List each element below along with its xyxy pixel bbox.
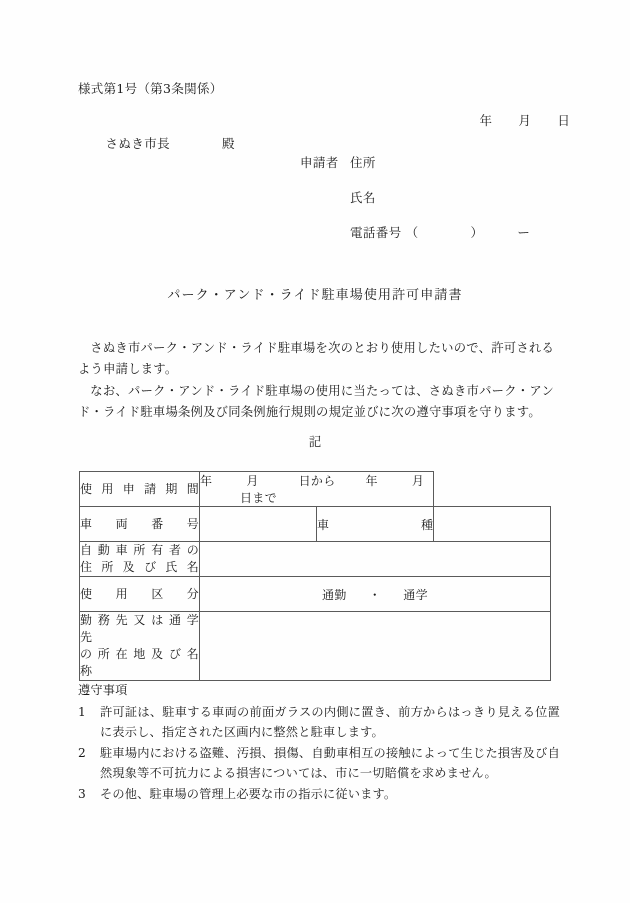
applicant-phone-row	[300, 223, 530, 258]
date-year-label: 年	[479, 113, 493, 128]
value-usage-type[interactable]	[200, 577, 551, 612]
phone-dash: ー	[517, 225, 531, 240]
period-year-to: 年	[365, 474, 378, 488]
compliance-section	[78, 680, 560, 805]
label-owner-line1: 自 動 車 所 有 者 の	[80, 543, 199, 557]
period-month-from: 月	[246, 474, 259, 488]
applicant-name-row	[300, 188, 530, 223]
page-title: パーク・アンド・ライド駐車場使用許可申請書	[167, 288, 463, 303]
body-paragraph-1: さぬき市パーク・アンド・ライド駐車場を次のとおり使用したいので、許可されるよう申請します。	[78, 341, 554, 376]
compliance-item-text: 許可証は、駐車する車両の前面ガラスの内側に置き、前方からはっきり見える位置に表示し、指定された区画内に整然と駐車します。	[100, 705, 560, 739]
compliance-item	[78, 784, 560, 804]
value-workplace-school[interactable]	[200, 612, 551, 681]
table-row-vehicle-number	[80, 507, 551, 542]
period-day-from: 日から	[298, 474, 336, 488]
table-row-period	[80, 472, 551, 507]
date-month-label: 月	[518, 113, 532, 128]
label-usage-period: 使 用 申 請 期 間	[80, 472, 200, 507]
compliance-item	[78, 702, 560, 742]
form-number: 様式第1号（第3条関係）	[78, 81, 223, 96]
phone-paren-close: ）	[470, 225, 484, 240]
addressee-honorific: 殿	[222, 136, 235, 151]
label-usage-type: 使 用 区 分	[80, 577, 200, 612]
label-vehicle-number: 車 両 番 号	[80, 507, 200, 542]
label-workplace-school	[80, 612, 200, 681]
label-vehicle-kind: 車 種	[317, 507, 434, 542]
compliance-item	[78, 743, 560, 783]
usage-option-commute-school[interactable]: 通学	[403, 587, 429, 602]
applicant-name-label: 氏名	[350, 190, 376, 205]
applicant-address-row	[300, 153, 530, 188]
applicant-address-label: 住所	[350, 155, 376, 170]
compliance-item-number: 3	[78, 787, 86, 801]
usage-option-separator: ・	[368, 587, 382, 602]
value-vehicle-number[interactable]	[200, 507, 317, 542]
compliance-item-number: 2	[78, 746, 86, 760]
usage-option-commute-work[interactable]: 通勤	[321, 587, 347, 602]
application-table	[79, 471, 551, 681]
phone-paren-open: （	[405, 225, 419, 240]
date-day-label: 日	[557, 113, 571, 128]
date-line	[462, 96, 570, 144]
label-workplace-line2: の 所 在 地 及 び 名 称	[80, 647, 199, 678]
label-owner-line2: 住 所 及 び 氏 名	[80, 560, 199, 574]
table-row-workplace	[80, 612, 551, 681]
period-year-from: 年	[200, 474, 213, 488]
value-owner-address-name[interactable]	[200, 542, 551, 577]
compliance-item-number: 1	[78, 705, 86, 719]
label-workplace-line1: 勤 務 先 又 は 通 学 先	[80, 613, 199, 644]
applicant-block	[300, 153, 530, 258]
table-row-usage-type	[80, 577, 551, 612]
applicant-phone-label: 電話番号	[350, 225, 402, 240]
addressee-line	[88, 119, 235, 167]
compliance-item-text: その他、駐車場の管理上必要な市の指示に従います。	[100, 787, 397, 801]
value-usage-period[interactable]	[200, 472, 434, 507]
table-row-owner	[80, 542, 551, 577]
addressee-name: さぬき市長	[105, 136, 171, 151]
compliance-heading: 遵守事項	[78, 683, 128, 697]
ki-marker: 記	[308, 434, 322, 449]
body-paragraphs	[78, 338, 554, 423]
value-vehicle-kind[interactable]	[434, 507, 551, 542]
compliance-item-text: 駐車場内における盗難、汚損、損傷、自動車相互の接触によって生じた損害及び自然現象等不可抗力による損害については、市に一切賠償を求めません。	[100, 746, 560, 780]
period-month-to: 月	[411, 474, 425, 488]
applicant-label: 申請者	[300, 155, 339, 170]
label-owner-address-name	[80, 542, 200, 577]
period-day-to: 日まで	[240, 491, 277, 505]
body-paragraph-2: なお、パーク・アンド・ライド駐車場の使用に当たっては、さぬき市パーク・アンド・ライド駐車場条例及び同条例施行規則の規定並びに次の遵守事項を守ります。	[78, 384, 554, 419]
